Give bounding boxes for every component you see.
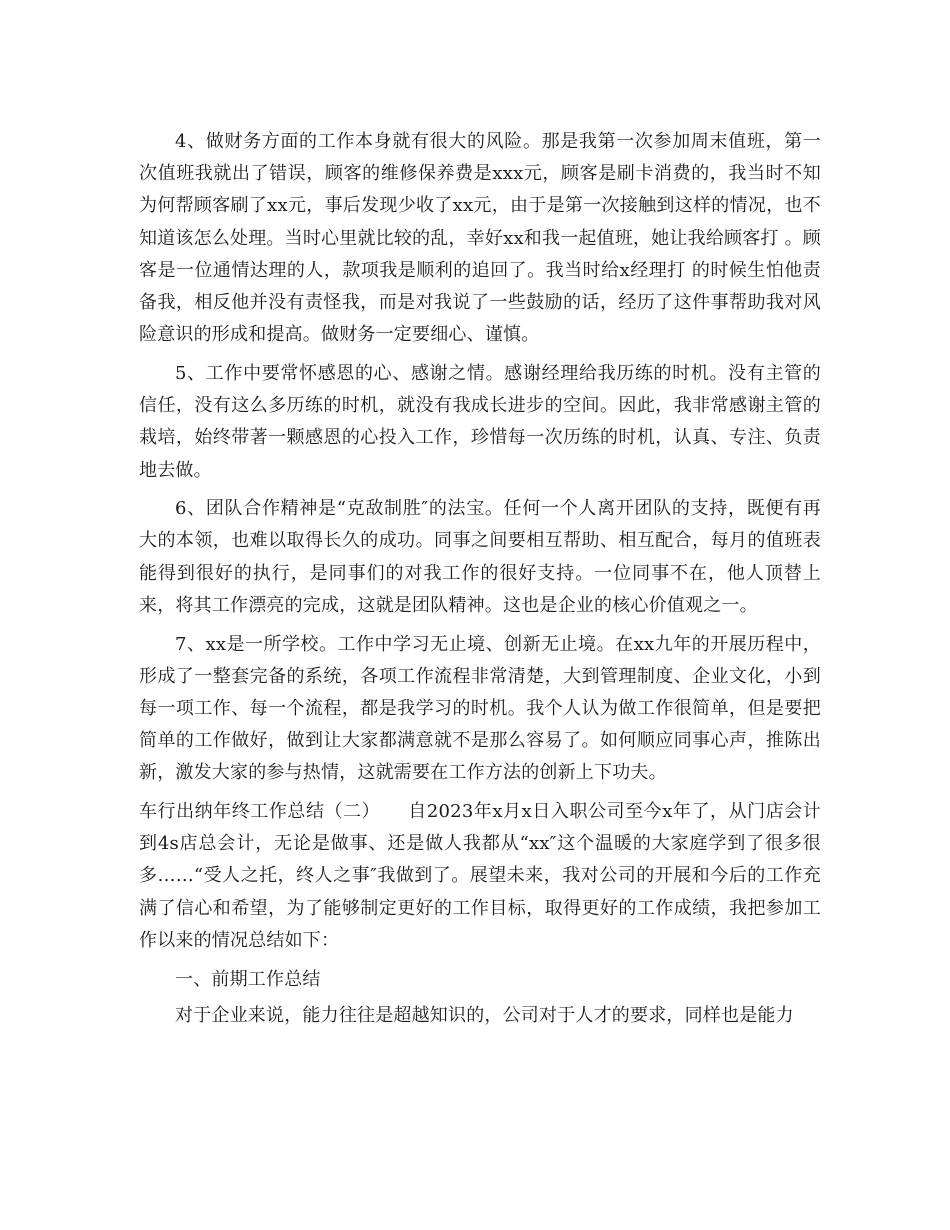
closing-paragraph: 对于企业来说，能力往往是超越知识的，公司对于人才的要求，同样也是能力: [175, 1004, 794, 1026]
paragraph-item-6: 6、团队合作精神是“克敌制胜″的法宝。任何一个人离开团队的支持，既便有再大的本领，也难以取得长久的成功。同事之间要相互帮助、相互配合，每月的值班表能得到很好的执行，是同事们的对我工作的很好支持。一位同事不在，他人顶替上来，将其工作漂亮的完成，这就是团队精神。这也是企业的核心价值观之一。: [139, 498, 821, 616]
paragraph-item-5: 5、工作中要常怀感恩的心、感谢之情。感谢经理给我历练的时机。没有主管的信任，没有这么多历练的时机，就没有我成长进步的空间。因此，我非常感谢主管的栽培，始终带著一颗感恩的心投入工作，珍惜每一次历练的时机，认真、专注、负责地去做。: [139, 362, 821, 481]
document-body: [139, 126, 821, 1038]
section-heading: 一、前期工作总结: [175, 968, 321, 990]
paragraph-item-4: 4、做财务方面的工作本身就有很大的风险。那是我第一次参加周末值班，第一次值班我就出了错误，顾客的维修保养费是xxx元，顾客是刷卡消费的，我当时不知为何帮顾客刷了xx元，事后发现少收了xx元，由于是第一次接触到这样的情况，也不知道该怎么处理。当时心里就比较的乱，幸好xx和我一起值班，她让我给顾客打 。顾客是一位通情达理的人，款项我是顺利的追回了。我当时给x经理打 的时候生怕他责备我，相反他并没有责怪我，而是对我说了一些鼓励的话，经历了这件事帮助我对风险意识的形成和提高。做财务一定要细心、谨慎。: [139, 131, 821, 346]
paragraph-item-7: 7、xx是一所学校。工作中学习无止境、创新无止境。在xx九年的开展历程中，形成了一整套完备的系统，各项工作流程非常清楚，大到管理制度、企业文化，小到每一项工作、每一个流程，都是我学习的时机。我个人认为做工作很简单，但是要把简单的工作做好，做到让大家都满意就不是那么容易了。如何顺应同事心声，推陈出新，激发大家的参与热情，这就需要在工作方法的创新上下功夫。: [139, 633, 821, 784]
section-intro-paragraph: 车行出纳年终工作总结（二） 自2023年x月x日入职公司至今x年了，从门店会计到4s店总会计，无论是做事、还是做人我都从“xx″这个温暖的大家庭学到了很多很多……“受人之托，终人之事″我做到了。展望未来，我对公司的开展和今后的工作充满了信心和希望，为了能够制定更好的工作目标，取得更好的工作成绩，我把参加工作以来的情况总结如下：: [139, 801, 821, 951]
